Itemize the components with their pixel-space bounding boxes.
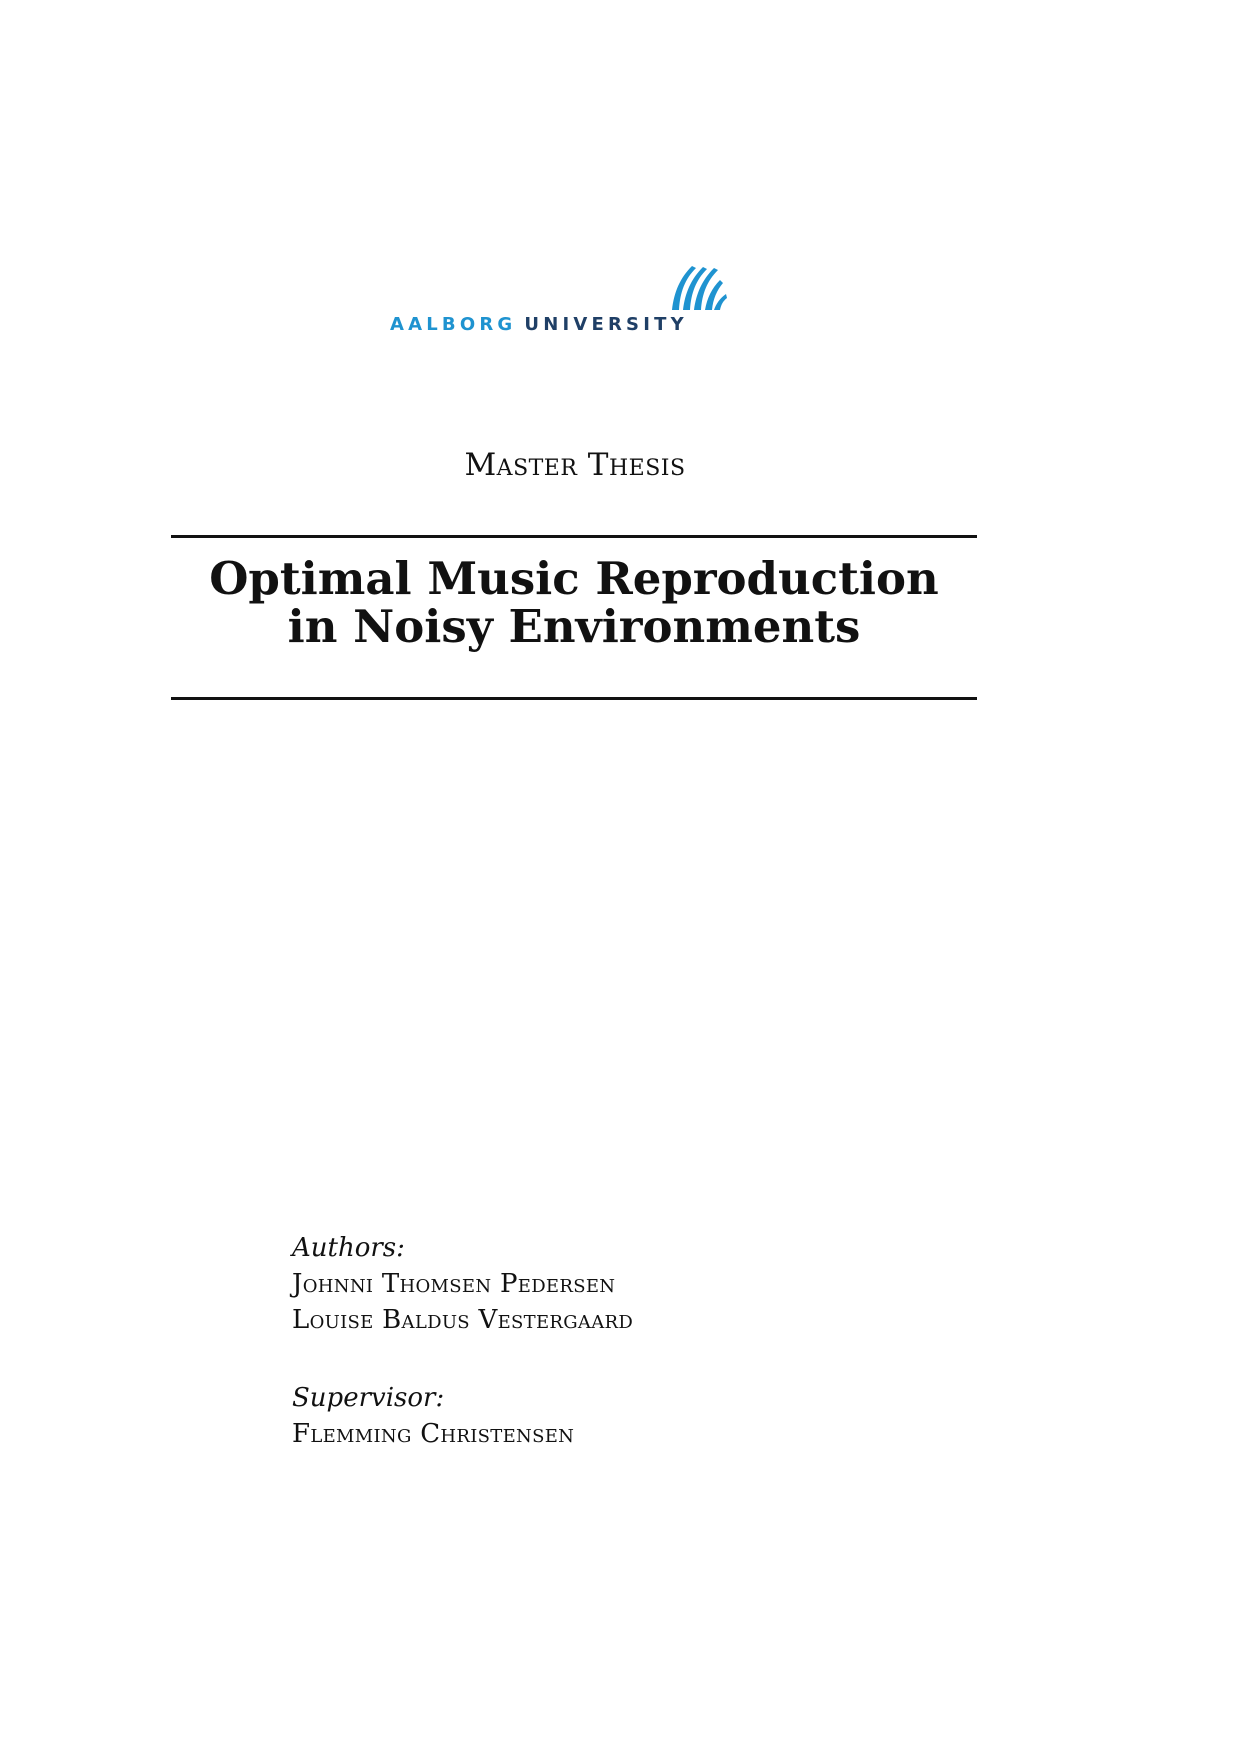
university-wordmark (390, 314, 688, 335)
thesis-title-line-2: in Noisy Environments (287, 600, 861, 653)
thesis-title (171, 552, 977, 653)
author-name: Louise Baldus Vestergaard (292, 1305, 634, 1335)
section-spacer (292, 1338, 633, 1380)
university-logo (390, 262, 760, 340)
authors-label: Authors: (292, 1233, 405, 1263)
title-rule-bottom (171, 697, 977, 700)
thesis-type: Master Thesis (464, 447, 686, 483)
credits-block (292, 1230, 633, 1452)
logo-word-aalborg: AALBORG (390, 314, 517, 335)
author-name: Johnni Thomsen Pedersen (292, 1269, 616, 1299)
title-rule-top (171, 535, 977, 538)
logo-word-university: UNIVERSITY (524, 314, 688, 335)
thesis-title-line-1: Optimal Music Reproduction (209, 552, 939, 605)
aalborg-waves-icon (670, 262, 728, 312)
supervisor-name: Flemming Christensen (292, 1419, 575, 1449)
supervisor-label: Supervisor: (292, 1383, 445, 1413)
